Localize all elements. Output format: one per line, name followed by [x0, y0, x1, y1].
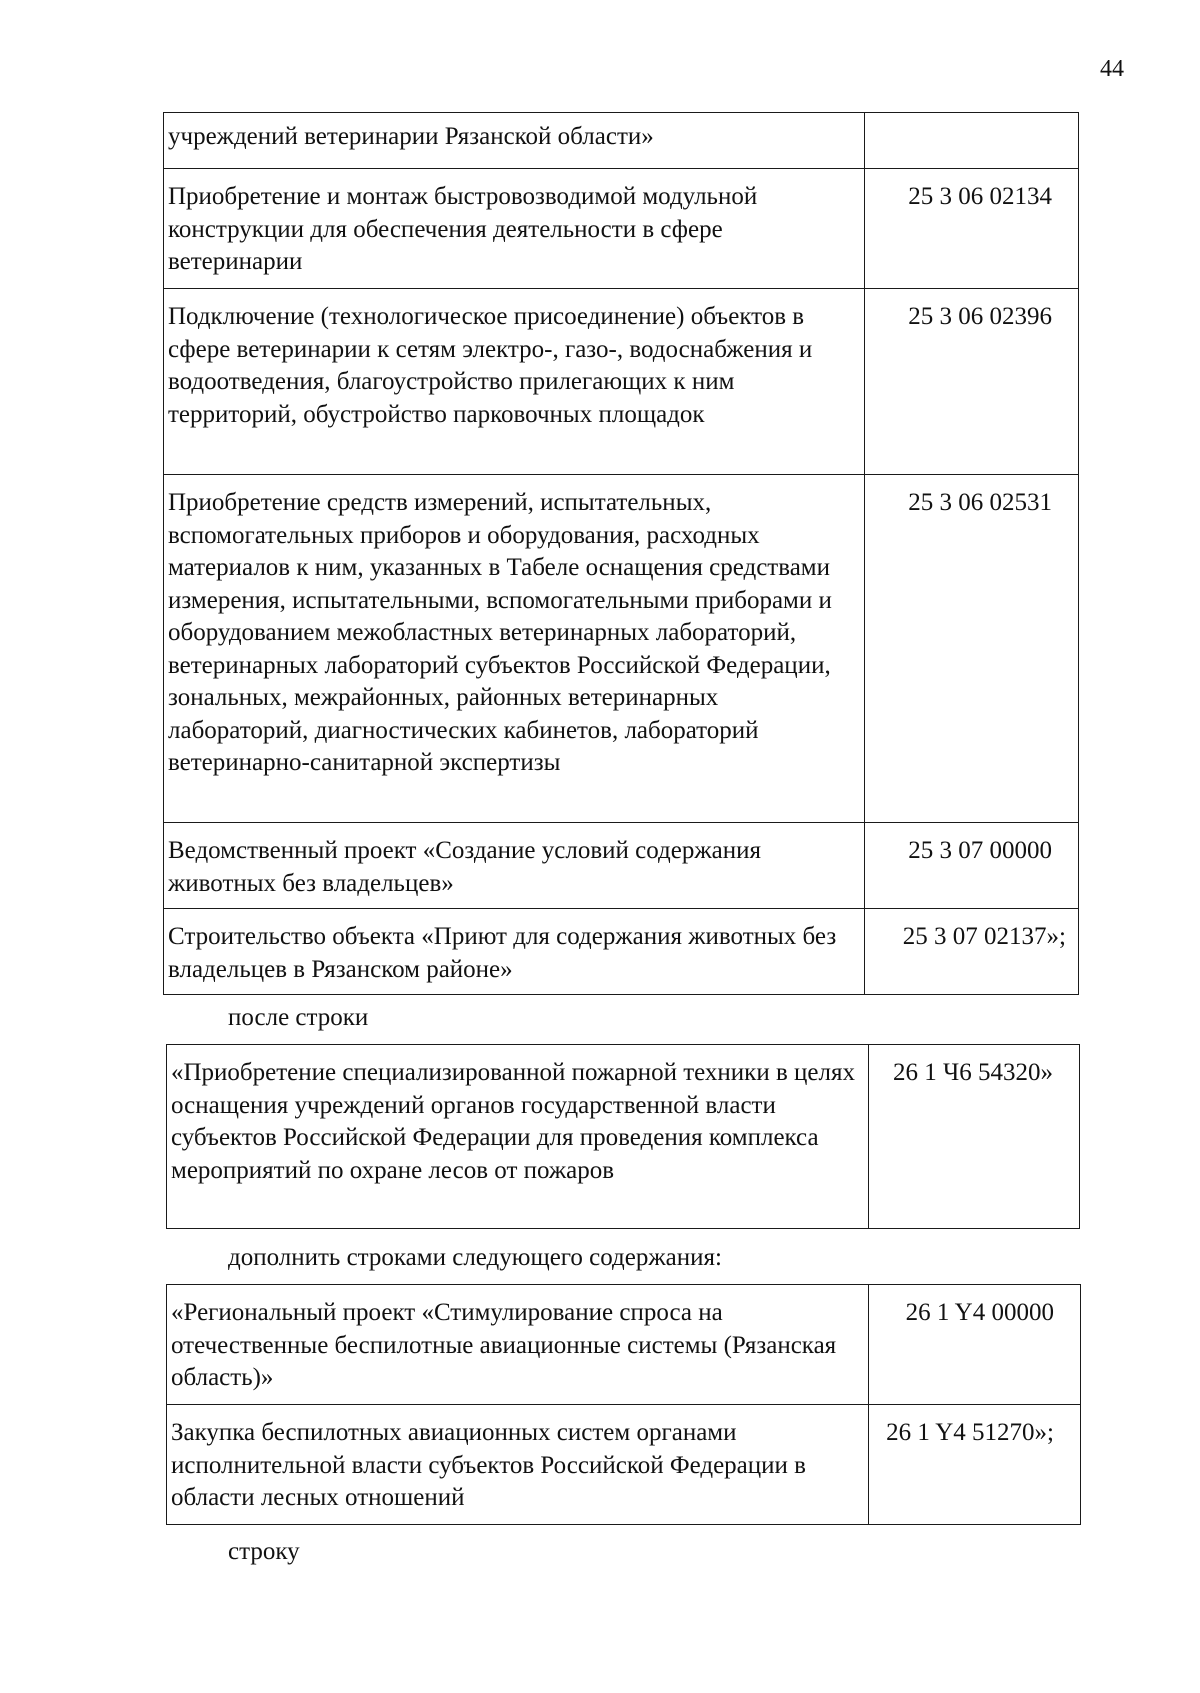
- row-text: Подключение (технологическое присоединение) объектов в сфере ветеринарии к сетям электро-, газо-, водоснабжения и водоотведения, благоустройство прилегающих к ним территорий, обустройство парковочных площадок: [164, 289, 865, 475]
- table-row: [164, 113, 1079, 169]
- paragraph-row: строку: [228, 1538, 300, 1565]
- budget-codes-table-3: [166, 1284, 1081, 1525]
- row-code: 25 3 06 02531: [865, 475, 1079, 823]
- row-text: Закупка беспилотных авиационных систем органами исполнительной власти субъектов Российской Федерации в области лесных отношений: [167, 1405, 869, 1525]
- row-text: Строительство объекта «Приют для содержания животных без владельцев в Рязанском районе»: [164, 909, 865, 995]
- row-text: «Приобретение специализированной пожарной техники в целях оснащения учреждений органов государственной власти субъектов Российской Федерации для проведения комплекса мероприятий по охране лесов от пожаров: [167, 1045, 869, 1229]
- table-row: [167, 1405, 1081, 1525]
- row-code: 26 1 Ч6 54320»: [869, 1045, 1080, 1229]
- paragraph-after-row: после строки: [228, 1004, 369, 1031]
- row-text: «Региональный проект «Стимулирование спроса на отечественные беспилотные авиационные системы (Рязанская область)»: [167, 1285, 869, 1405]
- row-code: [865, 113, 1079, 169]
- table-row: [167, 1285, 1081, 1405]
- table-row: [167, 1045, 1080, 1229]
- row-code: 26 1 Y4 51270»;: [869, 1405, 1081, 1525]
- table-row: [164, 823, 1079, 909]
- row-code: 25 3 07 00000: [865, 823, 1079, 909]
- page-number: 44: [1100, 56, 1124, 82]
- row-text: Приобретение и монтаж быстровозводимой модульной конструкции для обеспечения деятельности в сфере ветеринарии: [164, 169, 865, 289]
- row-code: 25 3 07 02137»;: [865, 909, 1079, 995]
- row-code: 25 3 06 02396: [865, 289, 1079, 475]
- budget-codes-table-2: [166, 1044, 1080, 1229]
- table-row: [164, 289, 1079, 475]
- table-row: [164, 909, 1079, 995]
- row-text: учреждений ветеринарии Рязанской области»: [164, 113, 865, 169]
- table-row: [164, 169, 1079, 289]
- paragraph-add-rows: дополнить строками следующего содержания:: [228, 1244, 722, 1271]
- row-text: Ведомственный проект «Создание условий содержания животных без владельцев»: [164, 823, 865, 909]
- budget-codes-table-1: [163, 112, 1079, 995]
- row-code: 25 3 06 02134: [865, 169, 1079, 289]
- row-text: Приобретение средств измерений, испытательных, вспомогательных приборов и оборудования, расходных материалов к ним, указанных в Табеле оснащения средствами измерения, испытательными, вспомогательными приборами и оборудованием межобластных ветеринарных лабораторий, ветеринарных лабораторий субъектов Российской Федерации, зональных, межрайонных, районных ветеринарных лабораторий, диагностических кабинетов, лабораторий ветеринарно-санитарной экспертизы: [164, 475, 865, 823]
- table-row: [164, 475, 1079, 823]
- row-code: 26 1 Y4 00000: [869, 1285, 1081, 1405]
